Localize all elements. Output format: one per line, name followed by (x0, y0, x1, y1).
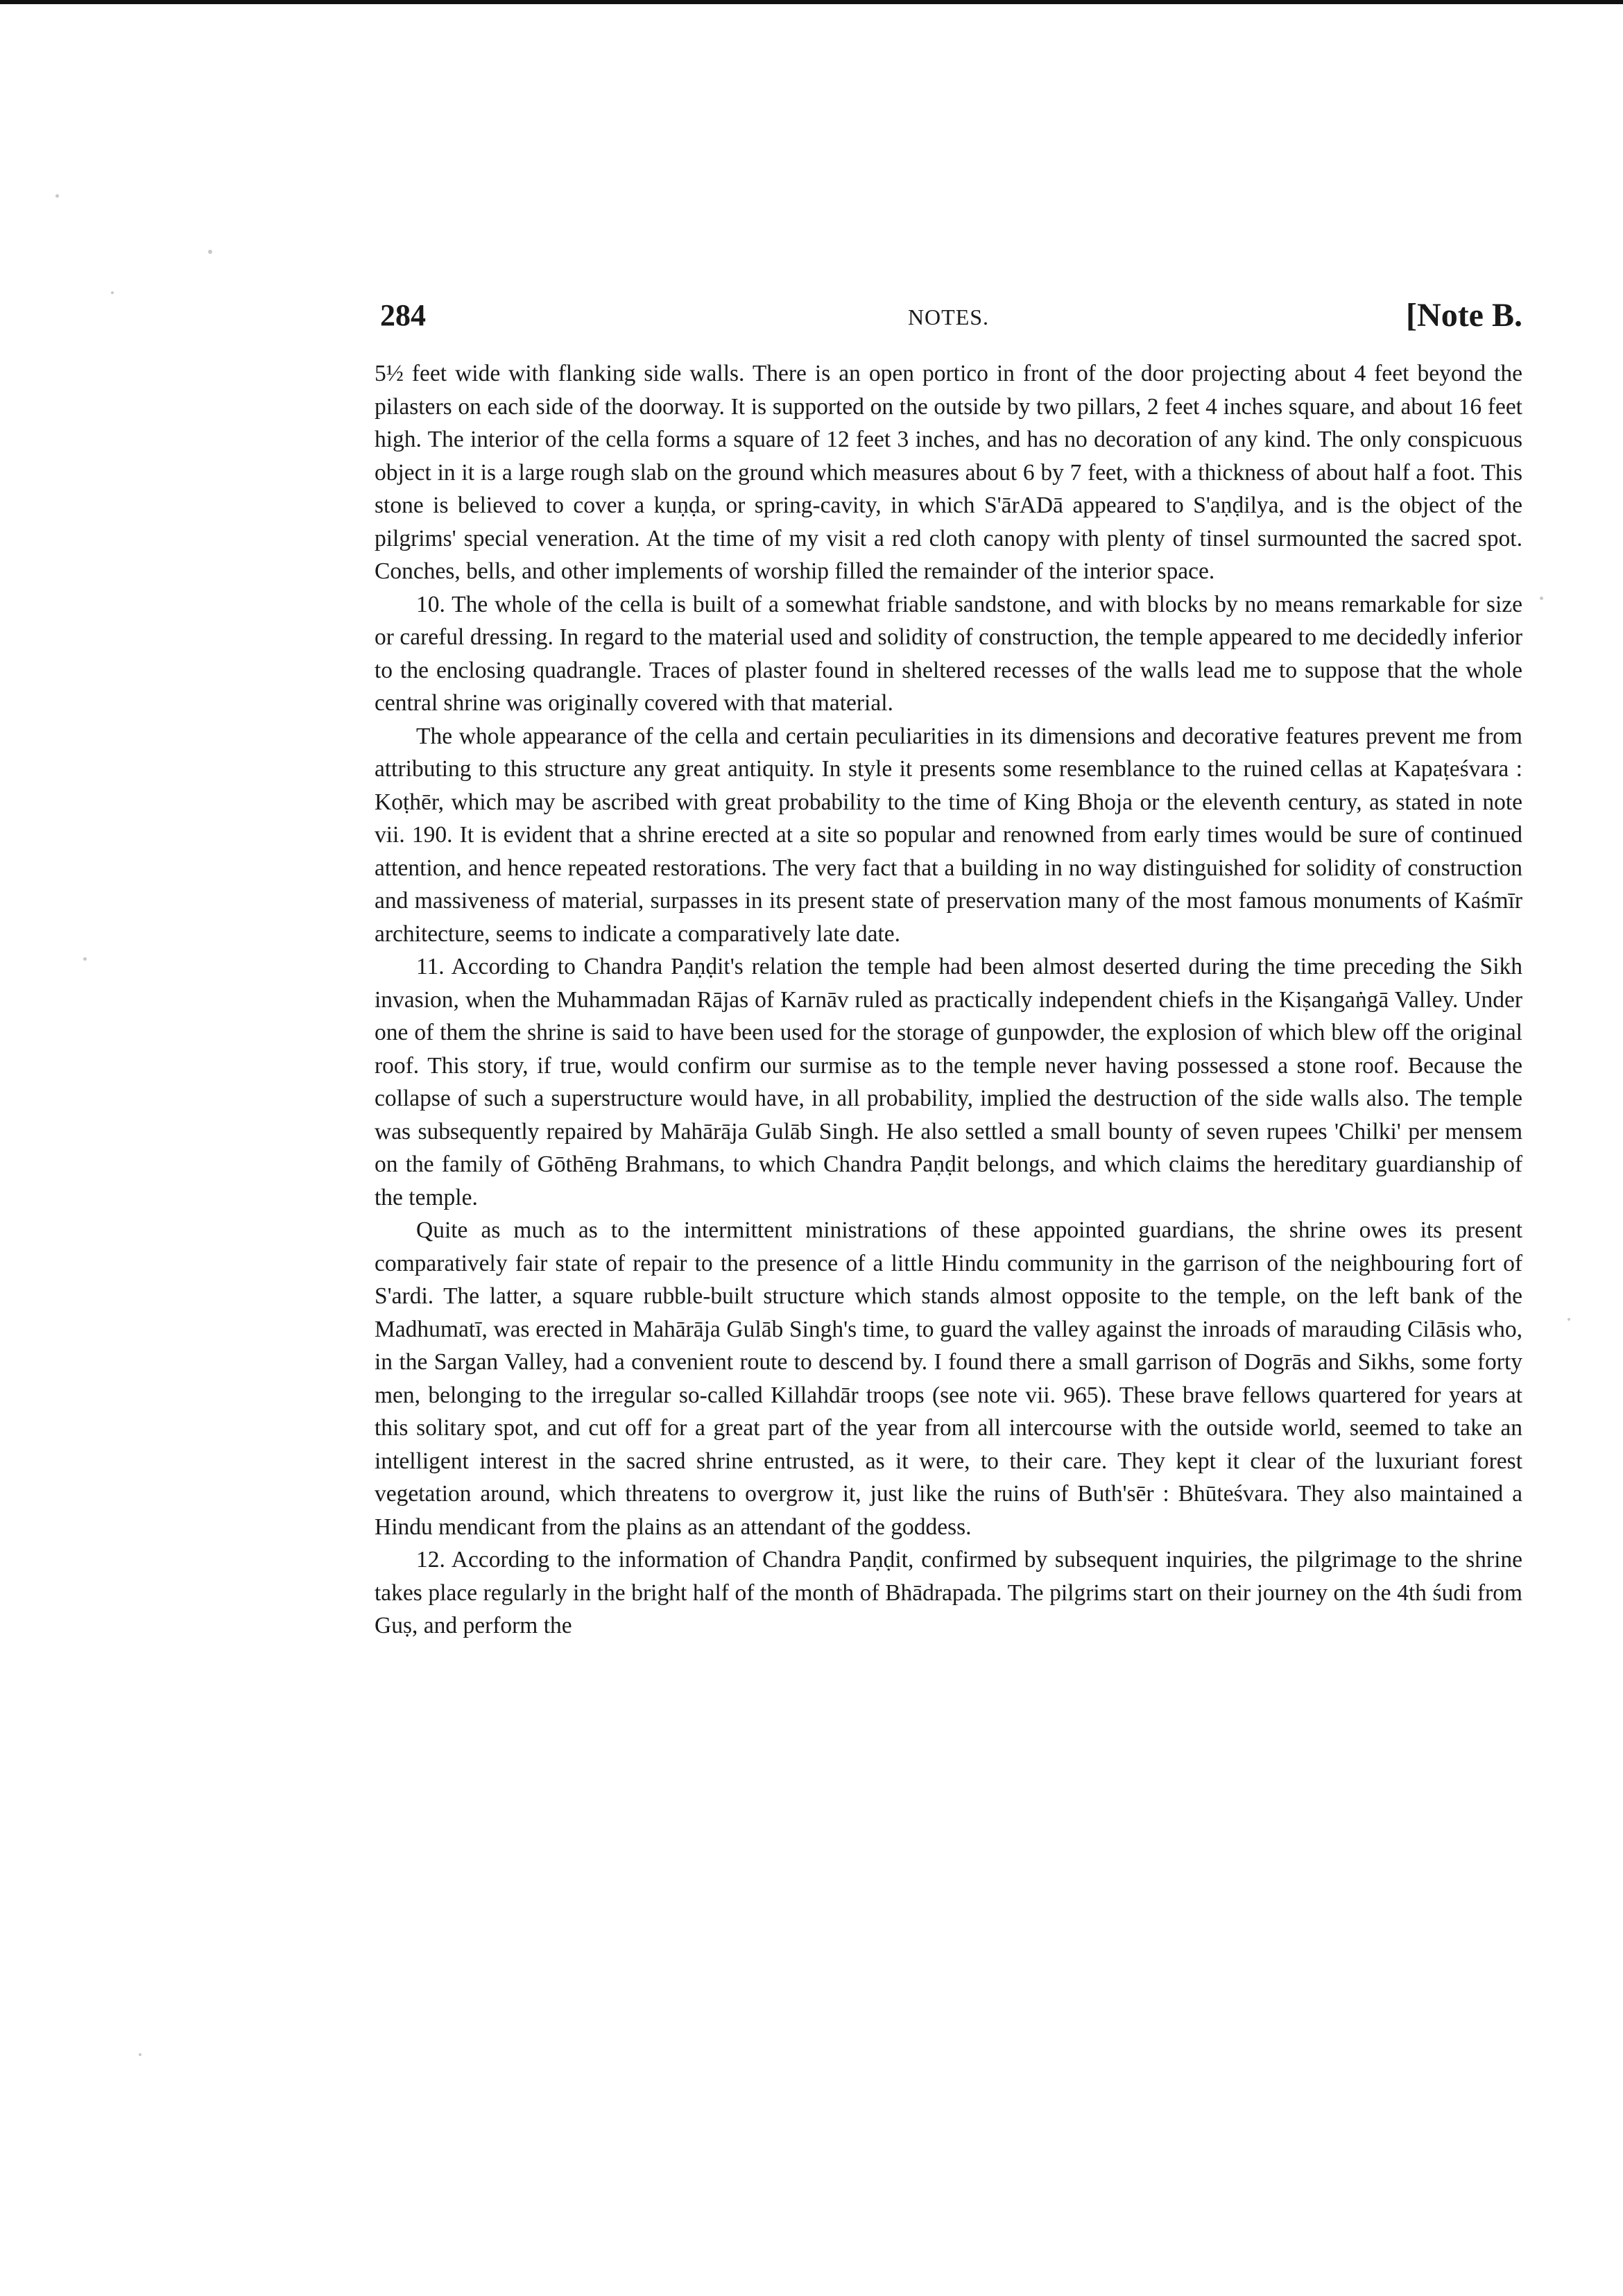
scan-speckle (111, 291, 114, 294)
paragraph-section-11: 11. According to Chandra Paṇḍit's relation the temple had been almost deserted during the time preceding the Sikh invasion, when the Muhammadan Rājas of Karnāv ruled as practically independent chiefs in the Kiṣangaṅgā Valley. Under one of them the shrine is said to have been used for the storage of gunpowder, the explosion of which blew off the original roof. This story, if true, would confirm our surmise as to the temple never having possessed a stone roof. Because the collapse of such a superstructure would have, in all probability, implied the destruction of the side walls also. The temple was subsequently repaired by Mahārāja Gulāb Singh. He also settled a small bounty of seven rupees 'Chilki' per mensem on the family of Gōthēng Brahmans, to which Chandra Paṇḍit belongs, and which claims the hereditary guardianship of the temple. (375, 954, 1522, 1210)
top-edge-rule (0, 0, 1623, 4)
running-head (375, 295, 1522, 343)
scan-speckle (55, 194, 59, 198)
scan-speckle (139, 2053, 141, 2056)
paragraph-guardians: Quite as much as to the intermittent ministrations of these appointed guardians, the shrine owes its present comparatively fair state of repair to the presence of a little Hindu community in the garrison of the neighbouring fort of S'ardi. The latter, a square rubble-built structure which stands almost opposite to the temple, on the left bank of the Madhumatī, was erected in Mahārāja Gulāb Singh's time, to guard the valley against the inroads of marauding Cilāsis who, in the Sargan Valley, had a convenient route to descend by. I found there a small garrison of Dogrās and Sikhs, some forty men, belonging to the irregular so-called Killahdār troops (see note vii. 965). These brave fellows quartered for years at this solitary spot, and cut off for a great part of the year from all intercourse with the outside world, seemed to take an intelligent interest in the sacred shrine entrusted, as it were, to their care. They kept it clear of the luxuriant forest vegetation around, which threatens to overgrow it, just like the ruins of Buth'sēr : Bhūteśvara. They also maintained a Hindu mendicant from the plains as an attendant of the goddess. (375, 1217, 1522, 1540)
running-title: NOTES. (907, 305, 990, 329)
page-number: 284 (380, 298, 426, 332)
scan-speckle (208, 250, 212, 254)
note-reference: [Note B. (1406, 297, 1522, 334)
paragraph-section-10: 10. The whole of the cella is built of a somewhat friable sandstone, and with blocks by no means remarkable for size or careful dressing. In regard to the material used and solidity of construction, the temple appeared to me decidedly inferior to the enclosing quadrangle. Traces of plaster found in sheltered recesses of the walls lead me to suppose that the whole central shrine was originally covered with that material. (375, 591, 1522, 716)
scan-speckle (1540, 597, 1543, 600)
book-page (375, 295, 1522, 1643)
scan-speckle (83, 957, 87, 961)
scan-speckle (1568, 1318, 1570, 1321)
paragraph-antiquity: The whole appearance of the cella and certain peculiarities in its dimensions and decorative features prevent me from attributing to this structure any great antiquity. In style it presents some resemblance to the ruined cellas at Kapaṭeśvara : Koṭhēr, which may be ascribed with great probability to the time of King Bhoja or the eleventh century, as stated in note vii. 190. It is evident that a shrine erected at a site so popular and renowned from early times would be sure of continued attention, and hence repeated restorations. The very fact that a building in no way distinguished for solidity of construction and massiveness of material, surpasses in its present state of preservation many of the most famous monuments of Kaśmīr architecture, seems to indicate a comparatively late date. (375, 723, 1522, 947)
body-text (375, 357, 1522, 1643)
paragraph-section-12: 12. According to the information of Chandra Paṇḍit, confirmed by subsequent inquiries, the pilgrimage to the shrine takes place regularly in the bright half of the month of Bhādrapada. The pilgrims start on their journey on the 4th śudi from Guṣ, and perform the (375, 1547, 1522, 1638)
paragraph-cella-description: 5½ feet wide with flanking side walls. There is an open portico in front of the door projecting about 4 feet beyond the pilasters on each side of the doorway. It is supported on the outside by two pillars, 2 feet 4 inches square, and about 16 feet high. The interior of the cella forms a square of 12 feet 3 inches, and has no decoration of any kind. The only conspicuous object in it is a large rough slab on the ground which measures about 6 by 7 feet, with a thickness of about half a foot. This stone is believed to cover a kuṇḍa, or spring-cavity, in which S'ārADā appeared to S'aṇḍilya, and is the object of the pilgrims' special veneration. At the time of my visit a red cloth canopy with plenty of tinsel surmounted the sacred spot. Conches, bells, and other implements of worship filled the remainder of the interior space. (375, 361, 1522, 584)
